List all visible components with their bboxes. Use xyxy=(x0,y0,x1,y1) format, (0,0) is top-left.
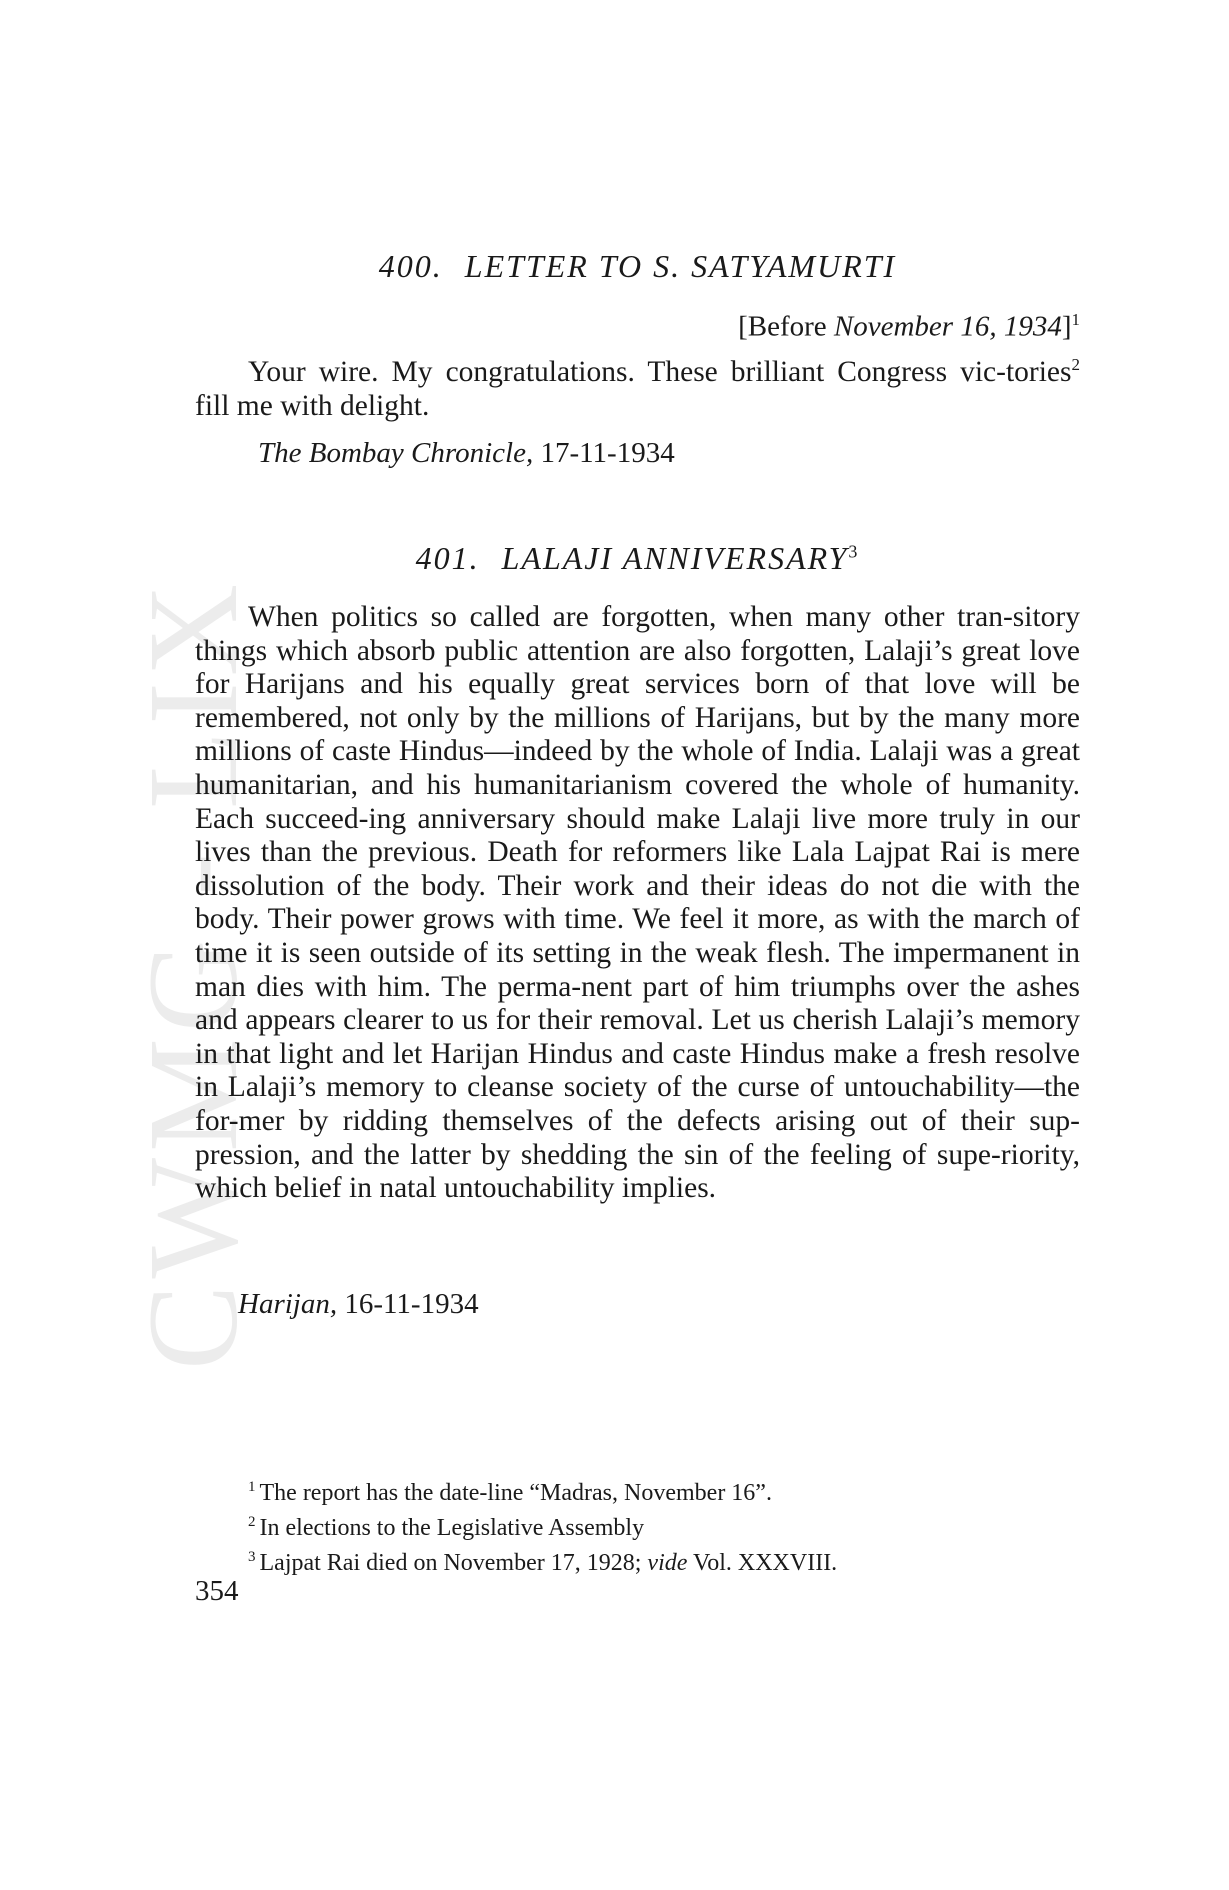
footnote-text: Lajpat Rai died on November 17, 1928; xyxy=(259,1550,648,1576)
source-citation xyxy=(258,437,675,470)
source-publication: The Bombay Chronicle, xyxy=(258,437,534,469)
article-body: When politics so called are forgotten, when many other tran-sitory things which absorb public attention are also forgotten, Lalaji’s great love for Harijans and his equally great services born of that love will be remembered, not only by the millions of Harijans, but by the many more millions of caste Hindus—indeed by the whole of India. Lalaji was a great humanitarian, and his humanitarianism covered the whole of humanity. Each succeed-ing anniversary should make Lalaji live more truly in our lives than the previous. Death for reformers like Lala Lajpat Rai is mere dissolution of the body. Their work and their ideas do not die with the body. Their power grows with time. We feel it more, as with the march of time it is seen outside of its setting in the weak flesh. The impermanent in man dies with him. The perma-nent part of him triumphs over the ashes and appears clearer to us for their removal. Let us cherish Lalaji’s memory in that light and let Harijan Hindus and caste Hindus make a fresh resolve in Lalaji’s memory to cleanse society of the curse of untouchability—the for-mer by ridding themselves of the defects arising out of their sup-pression, and the latter by shedding the sin of the feeling of supe-riority, which belief in natal untouchability implies. xyxy=(195,601,1080,1205)
dateline-date: November 16, 1934 xyxy=(833,310,1062,343)
source-date: 16-11-1934 xyxy=(337,1288,479,1320)
footnote-number: 3 xyxy=(248,1549,256,1565)
letter-text: Your wire. My congratulations. These brilliant Congress vic-tories xyxy=(248,356,1072,388)
source-publication: Harijan, xyxy=(238,1288,338,1320)
footnote-text: The report has the date-line “Madras, November 16”. xyxy=(259,1480,772,1506)
section-heading-401 xyxy=(195,540,1080,577)
footnote-3 xyxy=(248,1543,837,1578)
section-number: 401. xyxy=(415,540,480,576)
section-number: 400. xyxy=(378,248,443,284)
section-title: LETTER TO S. SATYAMURTI xyxy=(464,248,897,284)
footnote-1 xyxy=(248,1473,837,1508)
watermark: CWMG - LIX xyxy=(122,577,264,1370)
footnote-number: 2 xyxy=(248,1514,256,1530)
footnote-2 xyxy=(248,1508,837,1543)
dateline-prefix: [Before xyxy=(738,310,834,343)
footnote-ref: 2 xyxy=(1071,355,1080,375)
footnote-text: In elections to the Legislative Assembly xyxy=(259,1515,645,1541)
letter-text-cont: fill me with delight. xyxy=(195,389,430,422)
footnote-text-cont: Vol. XXXVIII. xyxy=(687,1550,838,1576)
footnotes xyxy=(248,1473,837,1578)
section-title: LALAJI ANNIVERSARY xyxy=(501,540,849,576)
page-number: 354 xyxy=(195,1575,239,1607)
dateline-suffix: ] xyxy=(1061,310,1072,343)
dateline xyxy=(738,310,1080,344)
footnote-number: 1 xyxy=(248,1479,256,1495)
footnote-ref: 1 xyxy=(1071,310,1080,329)
source-date: 17-11-1934 xyxy=(533,437,675,469)
section-heading-400 xyxy=(195,248,1080,285)
footnote-ref: 3 xyxy=(848,541,860,562)
footnote-vide: vide xyxy=(647,1550,688,1576)
source-citation xyxy=(238,1288,479,1321)
letter-body xyxy=(195,356,1080,423)
